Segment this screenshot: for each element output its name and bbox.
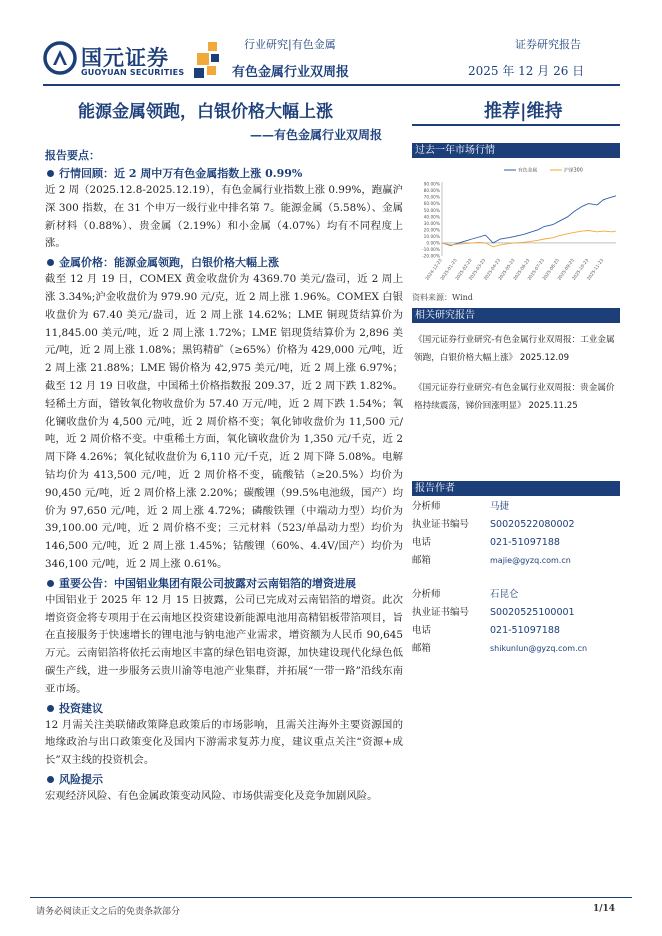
- x-tick-label: 2025-05-23: [497, 258, 517, 282]
- y-tick-label: -20.00%: [422, 254, 440, 260]
- section-text-market-review: 近 2 周（2025.12.8-2025.12.19），有色金属行业指数上涨 0.99%，跑赢沪深 300 指数，在 31 个申万一级行业中排名第 7。能源金属（5.58%）、金属新材料（0.88%）、贵金属（2.19%）和小金属（4.07%）均有不同程度上涨。: [45, 184, 403, 250]
- sidebar: [412, 143, 620, 658]
- x-tick-label: 2025-02-23: [455, 258, 474, 282]
- y-tick-label: 90.00%: [423, 182, 440, 188]
- phone-number: 021-51097188: [490, 537, 560, 548]
- market-section-label: 过去一年市场行情: [412, 143, 620, 158]
- section-text-investment-advice: 12 月需关注美联储政策降息政策后的市场影响，且需关注海外主要资源国的地缘政治与出口政策变化及国内下游需求复苏力度，建议重点关注“资源+成长”双主线的投资机会。: [45, 718, 403, 767]
- analyst-name: 马捷: [490, 501, 510, 512]
- y-tick-label: 0.00%: [426, 241, 440, 247]
- logo-text-cn: 国元证券: [81, 46, 169, 70]
- report-date: 2025 年 12 月 26 日: [468, 64, 585, 78]
- x-tick-label: 2025-06-23: [512, 258, 532, 282]
- summary-label: 报告要点：: [45, 149, 100, 162]
- report-category: 行业研究|有色金属: [244, 38, 336, 51]
- y-tick-label: 10.00%: [423, 234, 440, 240]
- section-text-metal-prices: 截至 12 月 19 日，COMEX 黄金收盘价为 4369.70 美元/盎司，近 2 周上涨 3.34%;沪金收盘价为 979.90 元/克，近 2 周上涨 1.96%。COMEX 白银收盘价为 67.40 美元/盎司，近 2 周上涨 14.62%；LME 铜现货结算价为 11,845.00 美元/吨，近 2 周上涨 1.72%；LME 铝现货结算价为 2,896 美元/吨，近 2 周上涨 1.08%；黑钨精矿（≥65%）价格为 429,000 元/吨，近 2 周上涨 21.88%；LME 锡价格为 42,975 美元/吨，近 2 周上涨 6.97%；截至 12 月 19 日收盘，中国稀土价格指数报 209.37，近 2 周下跌 1.82%。轻稀土方面，镨钕氧化物收盘价为 57.40 万元/吨，近 2 周下跌 1.54%；氧化镧收盘价为 4,500 元/吨，近 2 周价格不变；氧化铈收盘价为 11,500 元/吨，近 2 周价格不变。中重稀土方面，氧化镝收盘价为 1,350 元/千克，近 2 周下降 4.26%；氧化铽收盘价为 6,110 元/千克，近 2 周下降 5.08%。电解钴均价为 413,500 元/吨，近 2 周价格不变，硫酸钴（≥20.5%）均价为 90,450 元/吨，近 2 周价格上涨 2.20%；碳酸锂（99.5%电池级，国产）均价为 97,650 元/吨，近 2 周上涨 4.72%；磷酸铁锂（中端动力型）均价为 39,100.00 元/吨，近 2 周价格不变；三元材料（523/单晶动力型）均价为 146,500 元/吨，近 2 周上涨 1.45%；钴酸锂（60%、4.4V/国产）均价为 346,100 元/吨，近 2 周上涨 0.61%。: [45, 273, 403, 570]
- section-text-risk: 宏观经济风险、有色金属政策变动风险、市场供需变化及竞争加剧风险。: [45, 789, 378, 802]
- x-tick-label: 2025-09-23: [557, 258, 576, 282]
- investment-rating: 推荐|维持: [484, 101, 563, 122]
- chart-source: 资料来源：Wind: [412, 293, 473, 302]
- section-heading-risk: 风险提示: [45, 771, 403, 788]
- report-subtitle: ——有色金属行业双周报: [250, 128, 383, 142]
- x-tick-label: 2025-04-23: [483, 258, 502, 282]
- legend-label: 有色金属: [518, 168, 538, 174]
- license-key: 执业证书编号: [412, 519, 470, 530]
- email-link[interactable]: majie@gyzq.com.cn: [490, 556, 571, 565]
- x-tick-label: 2025-11-23: [586, 258, 606, 282]
- footer-divider: [30, 897, 632, 898]
- section-heading-metal-prices: 金属价格：能源金属领跑，白银价格大幅上涨: [45, 254, 403, 271]
- x-tick-label: 2025-03-23: [468, 258, 488, 282]
- y-tick-label: 50.00%: [423, 208, 440, 214]
- footer-disclaimer: 请务必阅读正文之后的免责条款部分: [36, 907, 181, 917]
- phone-number: 021-51097188: [490, 625, 560, 636]
- y-tick-label: 40.00%: [423, 215, 440, 221]
- analyst-name: 石昆仑: [490, 589, 519, 600]
- page-number: 1/14: [593, 904, 616, 914]
- section-heading-announcements: 重要公告：中国铝业集团有限公司披露对云南铝箔的增资进展: [45, 575, 403, 592]
- x-tick-label: 2025-01-23: [440, 258, 459, 282]
- report-type: 证券研究报告: [515, 38, 581, 51]
- related-report-title: 《国元证券行业研究-有色金属行业双周报：贵金属价格持续震荡，锑价回涨明显》: [414, 383, 615, 411]
- analyst-key: 分析师: [412, 501, 441, 512]
- y-tick-label: 30.00%: [423, 221, 440, 227]
- related-report-item[interactable]: [412, 379, 620, 415]
- legend-label: 沪深300: [564, 168, 583, 174]
- related-report-date: 2025.11.25: [528, 401, 578, 411]
- license-number: S0020525100001: [490, 607, 575, 618]
- market-chart-svg: [412, 158, 620, 288]
- x-tick-label: 2025-07-23: [527, 258, 546, 282]
- market-chart: [412, 158, 620, 288]
- x-tick-label: 2025-10-23: [571, 258, 591, 282]
- logo-mark-icon: [43, 41, 77, 75]
- authors-section-label: 报告作者: [412, 481, 620, 496]
- logo-squares-icon: [194, 42, 224, 78]
- related-report-item[interactable]: [412, 331, 620, 367]
- analyst-key: 分析师: [412, 589, 441, 600]
- logo-text-en: GUOYUAN SECURITIES: [81, 68, 185, 77]
- rating-divider: [412, 124, 620, 126]
- series-line: [442, 196, 616, 246]
- report-title: 能源金属领跑，白银价格大幅上涨: [78, 102, 333, 122]
- related-report-title: 《国元证券行业研究-有色金属行业双周报：工业金属领跑，白银价格大幅上涨》: [414, 335, 615, 363]
- y-tick-label: -10.00%: [422, 248, 440, 254]
- x-tick-label: 2024-12-23: [425, 258, 444, 282]
- section-text-announcements: 中国铝业于 2025 年 12 月 15 日披露，公司已完成对云南铝箔的增资。此次增资资金将专项用于在云南地区投资建设新能源电池用高精铝板带箔项目，旨在直接服务于快速增长的锂电池与钠电池产业需求，增资额为人民币 90,645 万元。云南铝箔将依托云南地区丰富的绿色铝电资源，加快建设现代化绿色低碳生产线，进一步服务云贵川渝等电池产业集群，并拓展“一带一路”沿线东南亚市场。: [45, 593, 403, 695]
- report-summary: [45, 147, 403, 806]
- license-key: 执业证书编号: [412, 607, 470, 618]
- y-tick-label: 80.00%: [423, 189, 440, 195]
- email-key: 邮箱: [412, 643, 432, 654]
- license-number: S0020522080002: [490, 519, 575, 530]
- guoyuan-logo: [43, 41, 218, 79]
- y-tick-label: 20.00%: [423, 228, 440, 234]
- related-report-date: 2025.12.09: [519, 353, 570, 363]
- section-heading-market-review: 行情回顾：近 2 周中万有色金属指数上涨 0.99%: [45, 165, 403, 182]
- report-series: 有色金属行业双周报: [232, 65, 350, 80]
- related-section-label: 相关研究报告: [412, 308, 620, 323]
- y-tick-label: 60.00%: [423, 202, 440, 208]
- y-tick-label: 70.00%: [423, 195, 440, 201]
- author-card: [412, 586, 620, 658]
- x-tick-label: 2025-08-23: [542, 258, 561, 282]
- phone-key: 电话: [412, 537, 432, 548]
- email-key: 邮箱: [412, 555, 432, 566]
- author-card: [412, 498, 620, 570]
- phone-key: 电话: [412, 625, 432, 636]
- email-link[interactable]: shikunlun@gyzq.com.cn: [490, 644, 588, 653]
- header-divider: [43, 84, 620, 86]
- section-heading-investment-advice: 投资建议: [45, 700, 403, 717]
